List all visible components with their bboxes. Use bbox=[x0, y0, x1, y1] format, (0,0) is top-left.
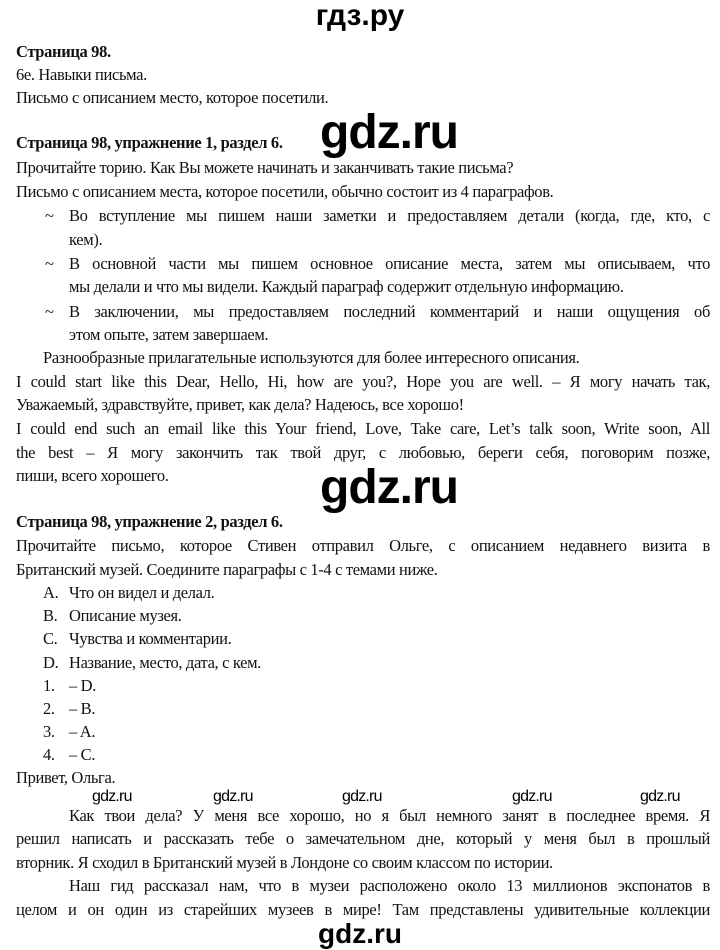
text-line: целом и он один из старейших музеев в мире! Там представлены удивительные коллекции bbox=[16, 900, 710, 919]
tilde-bullet: ~ bbox=[45, 302, 54, 321]
text-line bbox=[16, 206, 710, 226]
list-marker: C. bbox=[43, 629, 58, 648]
text-line: мы делали и что мы видели. Каждый параграф содержит отдельную информацию. bbox=[69, 277, 624, 296]
text-line: вторник. Я сходил в Британский музей в Лондоне со своим классом по истории. bbox=[16, 853, 553, 872]
tilde-bullet: ~ bbox=[45, 254, 54, 273]
watermark-top: гдз.ру bbox=[315, 0, 405, 32]
list-marker: B. bbox=[43, 606, 58, 625]
list-item-text: Описание музея. bbox=[69, 606, 182, 625]
text-line: Разнообразные прилагательные используются для более интересного описания. bbox=[43, 348, 580, 367]
text-line bbox=[16, 676, 710, 696]
text-line: Наш гид рассказал нам, что в музеи расположено около 13 миллионов экспонатов в bbox=[69, 876, 710, 895]
text-line bbox=[16, 583, 710, 603]
text-line: Прочитайте письмо, которое Стивен отправил Ольге, с описанием недавнего визита в bbox=[16, 536, 710, 555]
text-line: кем). bbox=[69, 230, 103, 249]
text-line bbox=[16, 745, 710, 765]
list-marker: 2. bbox=[43, 699, 55, 718]
text-line: Привет, Ольга. bbox=[16, 768, 116, 787]
list-item-text: – A. bbox=[69, 722, 96, 741]
list-marker: 4. bbox=[43, 745, 55, 764]
list-item-text: – B. bbox=[69, 699, 96, 718]
text-line bbox=[16, 254, 710, 274]
text-line: 6е. Навыки письма. bbox=[16, 65, 147, 84]
text-line: Британский музей. Соедините параграфы с 1-4 с темами ниже. bbox=[16, 560, 438, 579]
watermark-big: gdz.ru bbox=[320, 461, 458, 514]
watermark-big: gdz.ru bbox=[320, 106, 458, 159]
text-line: I could end such an email like this Your friend, Love, Take care, Let’s talk soon, Write soon, All bbox=[16, 419, 710, 438]
list-item-text: Во вступление мы пишем наши заметки и предоставляем детали (когда, где, кто, с bbox=[69, 206, 710, 225]
list-item-text: Название, место, дата, с кем. bbox=[69, 653, 261, 672]
text-line: Уважаемый, здравствуйте, привет, как дела? Надеюсь, все хорошо! bbox=[16, 395, 464, 414]
text-line: пиши, всего хорошего. bbox=[16, 466, 169, 485]
text-line bbox=[16, 699, 710, 719]
watermark-small: gdz.ru bbox=[512, 788, 552, 805]
text-line: I could start like this Dear, Hello, Hi, how are you?, Hope you are well. – Я могу начать так, bbox=[16, 372, 710, 391]
list-item-text: Что он видел и делал. bbox=[69, 583, 215, 602]
list-marker: 1. bbox=[43, 676, 55, 695]
section-heading: Страница 98, упражнение 1, раздел 6. bbox=[16, 133, 283, 152]
list-marker: 3. bbox=[43, 722, 55, 741]
text-line: Прочитайте торию. Как Вы можете начинать и заканчивать такие письма? bbox=[16, 158, 514, 177]
text-line bbox=[16, 722, 710, 742]
list-item-text: В основной части мы пишем основное описание места, затем мы описываем, что bbox=[69, 254, 710, 273]
watermark-small: gdz.ru bbox=[213, 788, 253, 805]
list-marker: A. bbox=[43, 583, 59, 602]
list-item-text: В заключении, мы предоставляем последний комментарий и наши ощущения об bbox=[69, 302, 710, 321]
section-heading: Страница 98. bbox=[16, 42, 111, 61]
list-item-text: Чувства и комментарии. bbox=[69, 629, 232, 648]
list-marker: D. bbox=[43, 653, 59, 672]
text-line bbox=[16, 606, 710, 626]
watermark-small: gdz.ru bbox=[640, 788, 680, 805]
watermark-small: gdz.ru bbox=[342, 788, 382, 805]
text-line: Письмо с описанием места, которое посетили, обычно состоит из 4 параграфов. bbox=[16, 182, 554, 201]
text-line: решил написать и рассказать тебе о замечательном дне, который у меня был в прошлый bbox=[16, 829, 710, 848]
text-line: the best – Я могу закончить так твой друг, с любовью, береги себя, поговорим позже, bbox=[16, 443, 710, 462]
list-item-text: – D. bbox=[69, 676, 97, 695]
tilde-bullet: ~ bbox=[45, 206, 54, 225]
text-line bbox=[16, 629, 710, 649]
text-line bbox=[16, 653, 710, 673]
watermark-small: gdz.ru bbox=[92, 788, 132, 805]
text-line bbox=[16, 302, 710, 322]
watermark-bottom: gdz.ru bbox=[318, 918, 402, 949]
text-line: Письмо с описанием место, которое посетили. bbox=[16, 88, 329, 107]
text-line: Как твои дела? У меня все хорошо, но я был немного занят в последнее время. Я bbox=[69, 806, 710, 825]
text-line: этом опыте, затем завершаем. bbox=[69, 325, 269, 344]
list-item-text: – C. bbox=[69, 745, 96, 764]
section-heading: Страница 98, упражнение 2, раздел 6. bbox=[16, 512, 283, 531]
